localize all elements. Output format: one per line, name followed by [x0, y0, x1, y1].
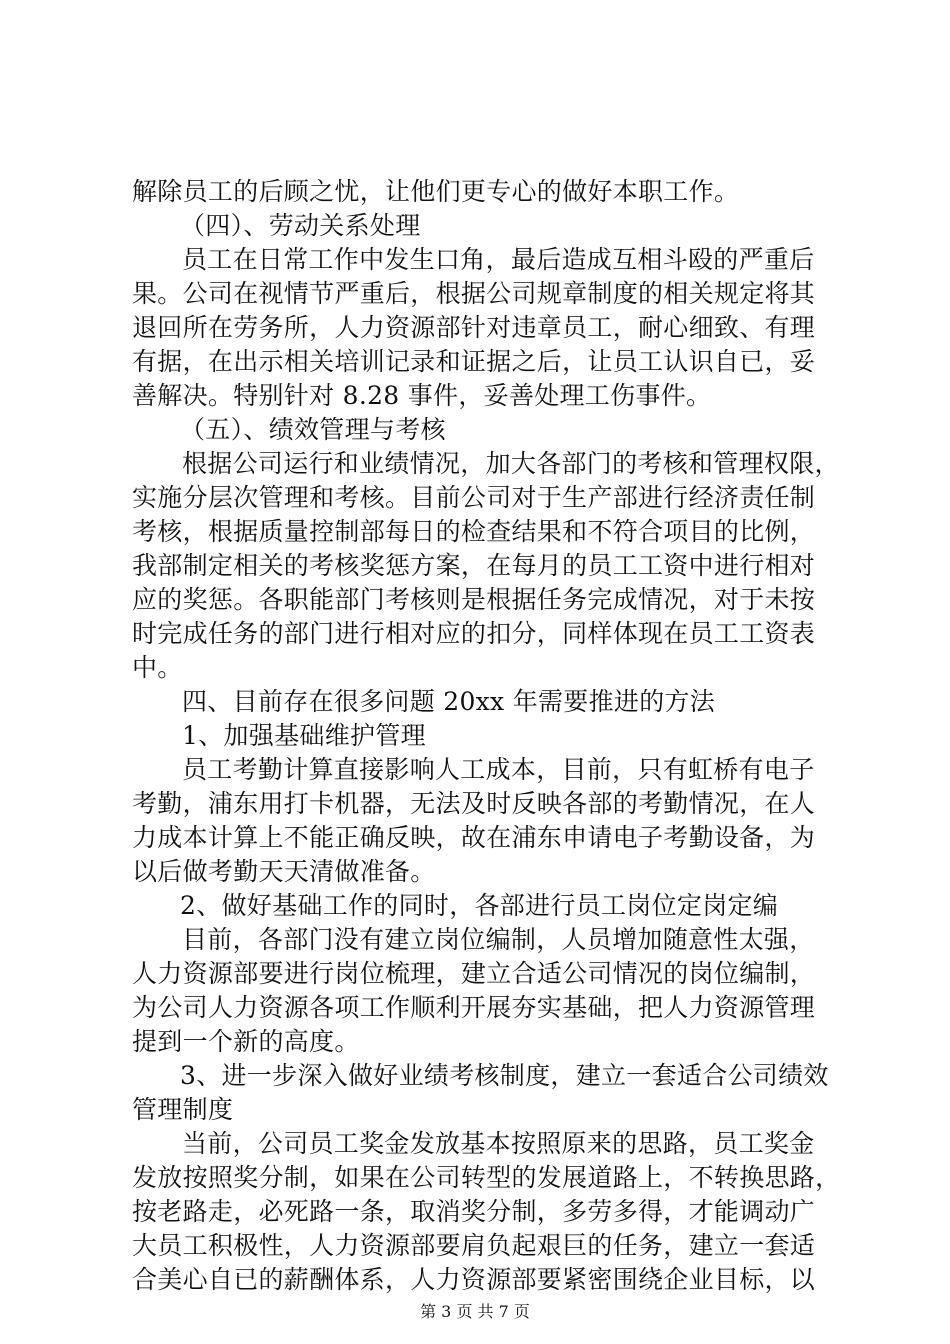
page-footer: 第 3 页 共 7 页 [420, 1302, 530, 1321]
subsection-heading: 3、进一步深入做好业绩考核制度，建立一套适合公司绩效 [180, 1061, 829, 1090]
text-line: 人力资源部要进行岗位梳理，建立合适公司情况的岗位编制， [132, 959, 816, 988]
text-line: 为公司人力资源各项工作顺利开展夯实基础，把人力资源管理 [132, 993, 816, 1022]
text-line: 大员工积极性，人力资源部要肩负起艰巨的任务，建立一套适 [132, 1231, 816, 1260]
text-line: 时完成任务的部门进行相对应的扣分，同样体现在员工工资表 [132, 619, 816, 648]
text-line: 善解决。特别针对 8.28 事件，妥善处理工伤事件。 [132, 381, 712, 410]
text-line: 目前，各部门没有建立岗位编制，人员增加随意性太强， [182, 925, 815, 954]
text-line: 考核，根据质量控制部每日的检查结果和不符合项目的比例， [132, 517, 816, 546]
text-line: 退回所在劳务所，人力资源部针对违章员工，耐心细致、有理 [132, 313, 816, 342]
section-heading: （五）、绩效管理与考核 [180, 415, 446, 444]
text-line: 根据公司运行和业绩情况，加大各部门的考核和管理权限， [182, 449, 840, 478]
section-heading: 四、目前存在很多问题 20xx 年需要推进的方法 [182, 687, 716, 716]
text-line: 当前，公司员工奖金发放基本按照原来的思路，员工奖金 [182, 1129, 815, 1158]
text-line: 考勤，浦东用打卡机器，无法及时反映各部的考勤情况，在人 [132, 789, 816, 818]
text-line: 发放按照奖分制，如果在公司转型的发展道路上，不转换思路， [132, 1163, 841, 1192]
text-line: 员工在日常工作中发生口角，最后造成互相斗殴的严重后 [182, 245, 815, 274]
text-line: 以后做考勤天天清做准备。 [132, 857, 436, 886]
text-line: 员工考勤计算直接影响人工成本，目前，只有虹桥有电子 [182, 755, 815, 784]
text-line: 应的奖惩。各职能部门考核则是根据任务完成情况，对于未按 [132, 585, 816, 614]
text-line: 解除员工的后顾之忧，让他们更专心的做好本职工作。 [132, 177, 740, 206]
text-line: 合美心自已的薪酬体系，人力资源部要紧密围绕企业目标，以 [132, 1265, 816, 1294]
text-line: 实施分层次管理和考核。目前公司对于生产部进行经济责任制 [132, 483, 816, 512]
text-line: 我部制定相关的考核奖惩方案，在每月的员工工资中进行相对 [132, 551, 816, 580]
text-line: 力成本计算上不能正确反映，故在浦东申请电子考勤设备，为 [132, 823, 816, 852]
text-line: 管理制度 [132, 1095, 234, 1124]
text-line: 有据，在出示相关培训记录和证据之后，让员工认识自已，妥 [132, 347, 816, 376]
text-line: 按老路走，必死路一条，取消奖分制，多劳多得，才能调动广 [132, 1197, 816, 1226]
text-line: 中。 [132, 653, 183, 682]
text-line: 提到一个新的高度。 [132, 1027, 360, 1056]
subsection-heading: 2、做好基础工作的同时，各部进行员工岗位定岗定编 [180, 891, 779, 920]
subsection-heading: 1、加强基础维护管理 [182, 721, 426, 750]
section-heading: （四）、劳动关系处理 [180, 211, 421, 240]
text-line: 果。公司在视情节严重后，根据公司规章制度的相关规定将其 [132, 279, 816, 308]
